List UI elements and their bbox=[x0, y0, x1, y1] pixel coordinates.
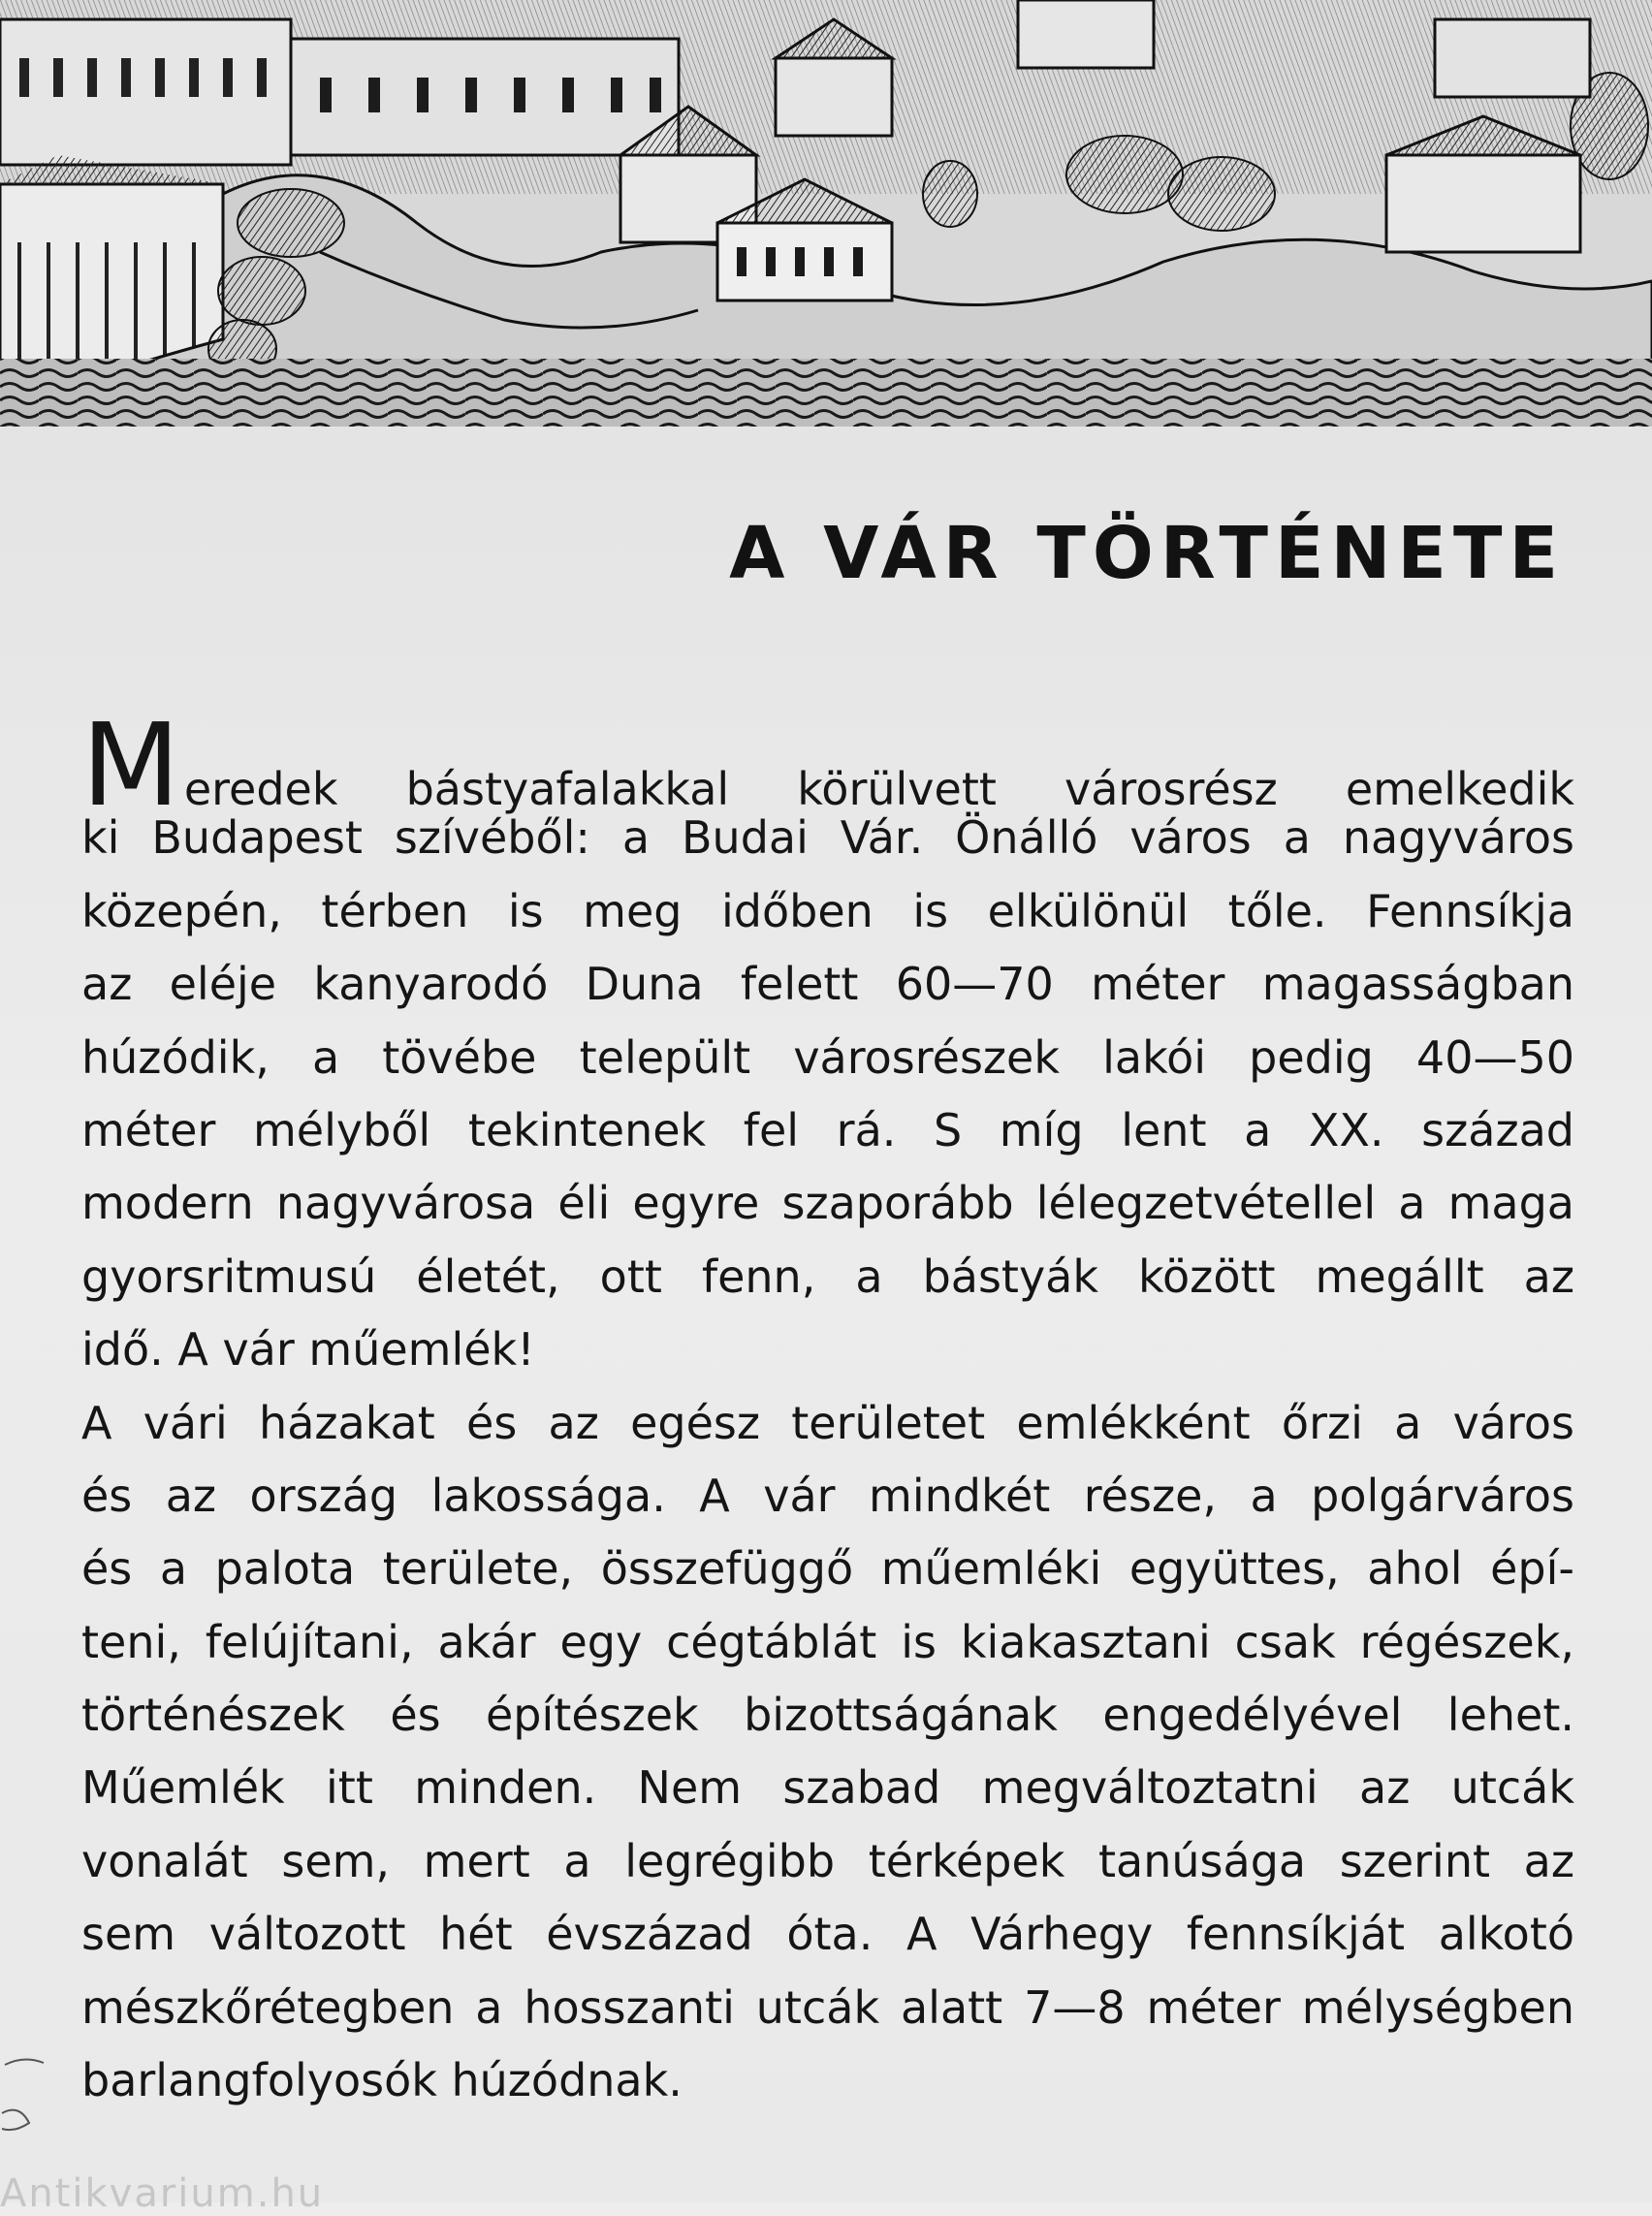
text-line: A vári házakat és az egész területet emlékként őrzi a város bbox=[81, 1396, 1574, 1449]
watermark: Antikvarium.hu bbox=[0, 2171, 325, 2216]
text-line: Műemlék itt minden. Nem szabad megváltoztatni az utcák bbox=[81, 1761, 1574, 1815]
text-line: méter mélyből tekintenek fel rá. S míg lent a XX. század bbox=[81, 1103, 1574, 1156]
body-text bbox=[81, 698, 1574, 2117]
text-line: húzódik, a tövébe települt városrészek lakói pedig 40—50 bbox=[81, 1030, 1574, 1084]
text-line: sem változott hét évszázad óta. A Várhegy fennsíkját alkotó bbox=[81, 1908, 1574, 1961]
text-line: és a palota területe, összefüggő műemléki együttes, ahol épí- bbox=[81, 1542, 1574, 1596]
text-line: mészkőrétegben a hosszanti utcák alatt 7—8 méter mélységben bbox=[81, 1980, 1574, 2034]
text-line: ki Budapest szívéből: a Budai Vár. Önálló város a nagyváros bbox=[81, 811, 1574, 865]
engraving-illustration bbox=[0, 0, 1652, 456]
dropcap: M bbox=[81, 698, 180, 832]
text-line: és az ország lakossága. A vár mindkét része, a polgárváros bbox=[81, 1469, 1574, 1522]
page-title: A VÁR TÖRTÉNETE bbox=[729, 512, 1565, 595]
text-line: közepén, térben is meg időben is elkülönül tőle. Fennsíkja bbox=[81, 884, 1574, 937]
text-line-content: eredek bástyafalakkal körülvett városrész emelkedik bbox=[183, 763, 1574, 815]
text-line bbox=[81, 698, 1574, 832]
pencil-scribble-icon bbox=[0, 2036, 68, 2152]
text-line: történészek és építészek bizottságának engedélyével lehet. bbox=[81, 1689, 1574, 1742]
text-line: idő. A vár műemlék! bbox=[81, 1323, 535, 1377]
text-line: gyorsritmusú életét, ott fenn, a bástyák között megállt az bbox=[81, 1250, 1574, 1303]
text-line: az eléje kanyarodó Duna felett 60—70 méter magasságban bbox=[81, 958, 1574, 1011]
text-line: barlangfolyosók húzódnak. bbox=[81, 2054, 683, 2107]
text-line: vonalát sem, mert a legrégibb térképek tanúsága szerint az bbox=[81, 1834, 1574, 1887]
text-line: modern nagyvárosa éli egyre szaporább lélegzetvétellel a maga bbox=[81, 1177, 1574, 1230]
text-line: teni, felújítani, akár egy cégtáblát is kiakasztani csak régészek, bbox=[81, 1615, 1574, 1668]
